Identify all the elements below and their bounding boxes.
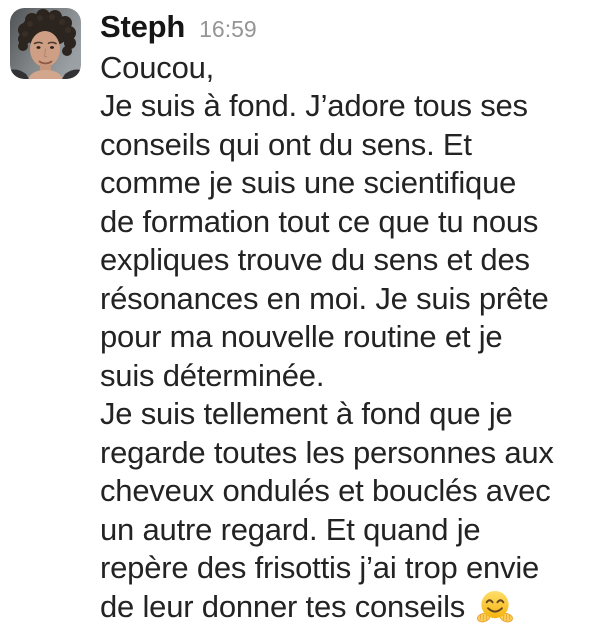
message-line: regarde toutes les personnes aux <box>100 434 554 470</box>
message-body <box>100 49 592 627</box>
message-line: comme je suis une scientifique <box>100 165 517 200</box>
author-name[interactable]: Steph <box>100 9 186 44</box>
message-line: résonances en moi. Je suis prête <box>100 280 549 316</box>
message-line: Coucou, <box>100 49 215 85</box>
message-line: suis déterminée. <box>100 357 325 393</box>
message-header <box>100 8 592 49</box>
message-line: cheveux ondulés et bouclés avec <box>100 473 551 508</box>
message-line: de leur donner tes conseils <box>100 588 592 627</box>
message-line: de formation tout ce que tu nous <box>100 203 539 239</box>
message-line: repère des frisottis j’ai trop envie <box>100 550 540 585</box>
message-line: Je suis tellement à fond que je <box>100 396 513 431</box>
hugging-face-emoji <box>477 588 513 624</box>
message-line: expliques trouve du sens et des <box>100 242 530 277</box>
message-timestamp[interactable]: 16:59 <box>199 16 257 42</box>
message-line: pour ma nouvelle routine et je <box>100 319 503 354</box>
message-content <box>100 8 592 626</box>
avatar[interactable] <box>10 8 81 79</box>
avatar-photo <box>10 8 81 79</box>
message-line: conseils qui ont du sens. Et <box>100 126 472 162</box>
message-line: Je suis à fond. J’adore tous ses <box>100 88 528 123</box>
message-line: un autre regard. Et quand je <box>100 511 481 547</box>
